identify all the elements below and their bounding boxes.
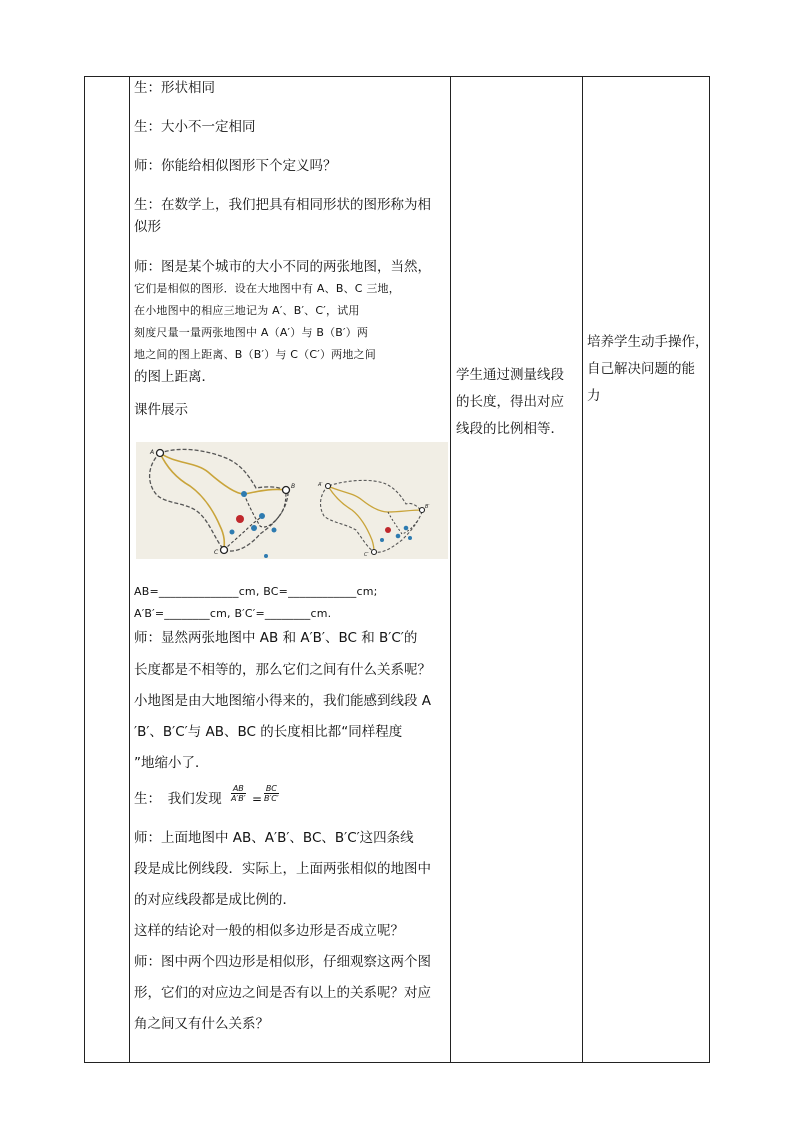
label-c-prime: C′ (364, 552, 369, 558)
red-landmark-dot (236, 515, 244, 523)
dialogue-line: 师：图是某个城市的大小不同的两张地图，当然， (134, 259, 431, 275)
dialogue-line: 生：形状相同 (134, 80, 215, 96)
design-intent-cell (587, 76, 709, 1063)
lesson-table (84, 76, 710, 1063)
dialogue-line: 师：显然两张地图中 AB 和 A′B′、BC 和 B′C′的 (134, 630, 418, 646)
dialogue-line: 生：在数学上，我们把具有相同形状的图形称为相 (134, 197, 431, 213)
fraction-numerator: BC (265, 784, 277, 793)
column-divider-3 (582, 76, 583, 1063)
label-c: C (214, 549, 219, 556)
blue-landmark-dot (404, 526, 409, 531)
table-left-border (84, 76, 85, 1063)
ratio-fraction-bc (264, 784, 279, 803)
dialogue-line: 角之间又有什么关系？ (134, 1016, 269, 1032)
point-c-marker (221, 547, 228, 554)
label-a: A (150, 449, 155, 456)
blue-landmark-dot (380, 538, 384, 542)
blue-landmark-dot (230, 530, 235, 535)
label-b: B (291, 483, 296, 490)
dialogue-line: 似形 (134, 219, 161, 235)
measurement-blank-line: AB=______________cm, BC=____________cm; (134, 585, 378, 598)
dialogue-line: 长度都是不相等的，那么它们之间有什么关系呢？ (134, 662, 431, 678)
fraction-denominator: A′B′ (231, 794, 246, 803)
point-b-marker (283, 487, 290, 494)
point-a-prime-marker (326, 484, 331, 489)
dialogue-line: 形，它们的对应边之间是否有以上的关系呢？对应 (134, 985, 431, 1001)
student-activity-cell (456, 76, 580, 1063)
dialogue-line: 刻度尺量一量两张地图中 A（A′）与 B（B′）两 (134, 326, 369, 339)
dialogue-line: 这样的结论对一般的相似多边形是否成立呢？ (134, 923, 404, 939)
dialogue-line: ”地缩小了． (134, 755, 209, 771)
courseware-label: 课件展示 (134, 402, 188, 418)
equals-sign: = (252, 792, 263, 806)
column-divider-2 (450, 76, 451, 1063)
table-right-border (709, 76, 710, 1063)
dialogue-line: 小地图是由大地图缩小得来的，我们能感到线段 A (134, 693, 432, 709)
blue-landmark-dot (408, 536, 412, 540)
label-b-prime: B′ (425, 504, 430, 510)
dialogue-line: 师：图中两个四边形是相似形，仔细观察这两个图 (134, 954, 431, 970)
student-activity-line: 的长度，得出对应 (456, 394, 564, 410)
dialogue-line: 师：上面地图中 AB、A′B′、BC、B′C′这四条线 (134, 830, 414, 846)
dialogue-line: 它们是相似的图形．设在大地图中有 A、B、C 三地， (134, 282, 400, 295)
fraction-numerator: AB (232, 784, 244, 793)
blue-landmark-dot (259, 513, 265, 519)
red-landmark-dot (385, 527, 391, 533)
label-a-prime: A′ (318, 482, 323, 488)
point-a-marker (157, 450, 164, 457)
dialogue-line: 段是成比例线段．实际上，上面两张相似的地图中 (134, 861, 431, 877)
blue-landmark-dot (251, 525, 257, 531)
dialogue-line: 师：你能给相似图形下个定义吗？ (134, 158, 337, 174)
design-intent-line: 自己解决问题的能 (587, 361, 695, 377)
dialogue-line: 生：大小不一定相同 (134, 119, 256, 135)
design-intent-line: 培养学生动手操作， (587, 334, 709, 350)
dialogue-line: 地之间的图上距离、B（B′）与 C（C′）两地之间 (134, 348, 376, 361)
point-c-prime-marker (372, 550, 377, 555)
dialogue-line: 的图上距离． (134, 369, 215, 385)
blue-landmark-dot (264, 554, 268, 558)
measurement-blank-line: A′B′=________cm, B′C′=________cm. (134, 607, 332, 620)
dialogue-line: 生： 我们发现 (134, 791, 222, 807)
ratio-fraction-ab (231, 784, 246, 803)
column-divider-1 (129, 76, 130, 1063)
blue-landmark-dot (396, 534, 401, 539)
dialogue-line: 的对应线段都是成比例的． (134, 892, 296, 908)
point-b-prime-marker (420, 508, 425, 513)
fraction-denominator: B′C′ (264, 794, 279, 803)
city-maps-figure (136, 442, 448, 559)
map-background (136, 442, 448, 559)
blue-landmark-dot (272, 528, 277, 533)
dialogue-line: ′B′、B′C′与 AB、BC 的长度相比都“同样程度 (134, 724, 403, 740)
design-intent-line: 力 (587, 388, 601, 404)
blue-landmark-dot (241, 491, 247, 497)
student-activity-line: 线段的比例相等． (456, 421, 564, 437)
teaching-process-cell (134, 76, 448, 1063)
student-activity-line: 学生通过测量线段 (456, 367, 564, 383)
dialogue-line: 在小地图中的相应三地记为 A′、B′、C′，试用 (134, 304, 360, 317)
